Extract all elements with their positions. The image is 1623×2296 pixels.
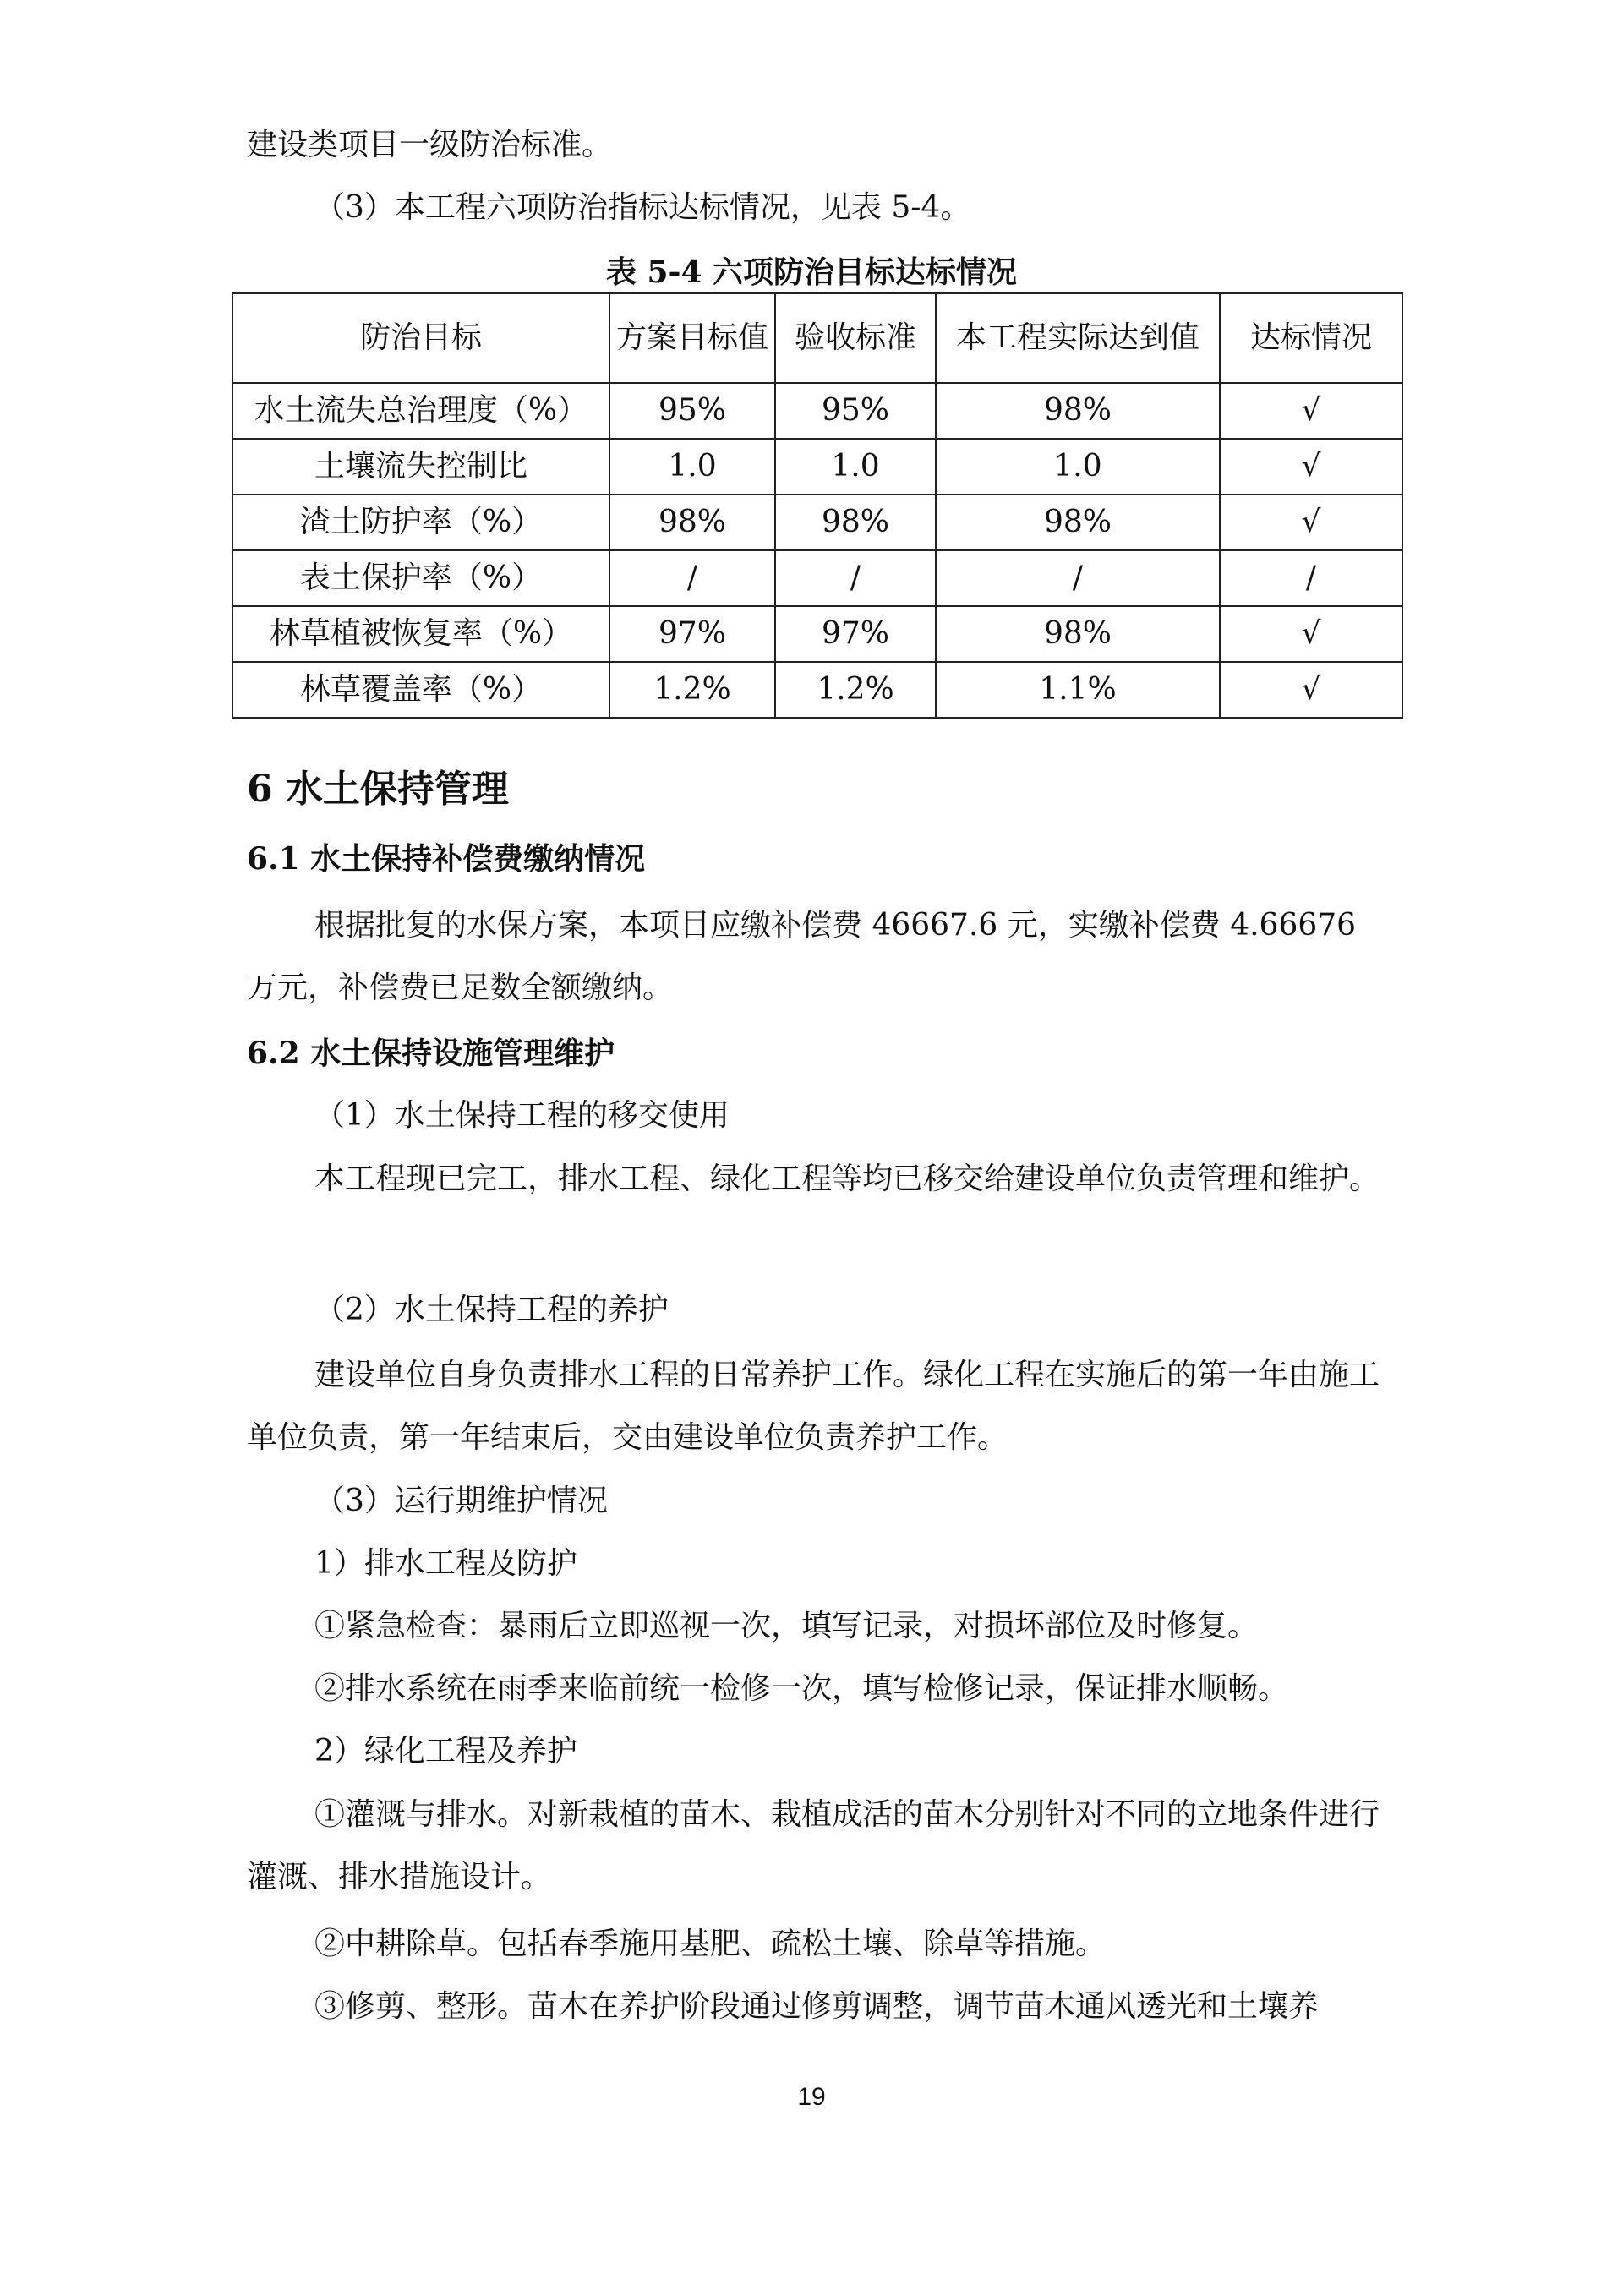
cell-actual: / — [936, 550, 1220, 606]
subsection-heading: 6.2 水土保持设施管理维护 — [247, 1036, 615, 1071]
cell-plan: 1.0 — [609, 439, 775, 495]
cell-accept: 97% — [775, 606, 936, 662]
cell-accept: 98% — [775, 495, 936, 550]
cell-status: √ — [1220, 606, 1402, 662]
header-goal: 防治目标 — [232, 293, 609, 383]
cell-goal: 水土流失总治理度（%） — [232, 383, 609, 439]
sub-item-text: ③修剪、整形。苗木在养护阶段通过修剪调整，调节苗木通风透光和土壤养 — [314, 1989, 1320, 2024]
cell-accept: / — [775, 550, 936, 606]
cell-accept: 1.0 — [775, 439, 936, 495]
text-line: 建设类项目一级防治标准。 — [247, 128, 613, 162]
cell-goal: 林草植被恢复率（%） — [232, 606, 609, 662]
header-actual: 本工程实际达到值 — [936, 293, 1220, 383]
cell-goal: 渣土防护率（%） — [232, 495, 609, 550]
sub-item-heading: 1）排水工程及防护 — [314, 1546, 577, 1581]
cell-plan: 1.2% — [609, 662, 775, 718]
item-heading: （1）水土保持工程的移交使用 — [314, 1098, 730, 1133]
sub-item-text: ②排水系统在雨季来临前统一检修一次，填写检修记录，保证排水顺畅。 — [314, 1671, 1289, 1706]
cell-accept: 95% — [775, 383, 936, 439]
table-row — [232, 383, 1402, 439]
table-row — [232, 439, 1402, 495]
text-line: （3）本工程六项防治指标达标情况，见表 5-4。 — [314, 190, 971, 225]
header-accept: 验收标准 — [775, 293, 936, 383]
table-header-row — [232, 293, 1402, 383]
cell-status: / — [1220, 550, 1402, 606]
cell-goal: 土壤流失控制比 — [232, 439, 609, 495]
cell-actual: 98% — [936, 495, 1220, 550]
cell-status: √ — [1220, 662, 1402, 718]
table-row — [232, 550, 1402, 606]
paragraph — [247, 1784, 1390, 1909]
cell-actual: 1.0 — [936, 439, 1220, 495]
cell-actual: 1.1% — [936, 662, 1220, 718]
sub-item-text: ①紧急检查：暴雨后立即巡视一次，填写记录，对损坏部位及时修复。 — [314, 1609, 1259, 1643]
cell-plan: 97% — [609, 606, 775, 662]
cell-actual: 98% — [936, 383, 1220, 439]
sub-item-heading: 2）绿化工程及养护 — [314, 1734, 577, 1768]
cell-status: √ — [1220, 439, 1402, 495]
paragraph-text: 根据批复的水保方案，本项目应缴补偿费 46667.6 元，实缴补偿费 4.66676 万元，补偿费已足数全额缴纳。 — [247, 908, 1357, 1005]
item-heading: （3）运行期维护情况 — [314, 1484, 608, 1518]
page-number: 19 — [797, 2083, 826, 2111]
cell-plan: 95% — [609, 383, 775, 439]
paragraph — [247, 1344, 1390, 1469]
cell-goal: 表土保护率（%） — [232, 550, 609, 606]
table-caption: 表 5-4 六项防治目标达标情况 — [605, 254, 1018, 290]
standards-table — [232, 292, 1403, 719]
cell-status: √ — [1220, 495, 1402, 550]
header-plan: 方案目标值 — [609, 293, 775, 383]
cell-plan: / — [609, 550, 775, 606]
table-row — [232, 495, 1402, 550]
paragraph — [247, 1148, 1390, 1211]
header-status: 达标情况 — [1220, 293, 1402, 383]
sub-item-text: ②中耕除草。包括春季施用基肥、疏松土壤、除草等措施。 — [314, 1927, 1107, 1961]
cell-plan: 98% — [609, 495, 775, 550]
paragraph-text: ①灌溉与排水。对新栽植的苗木、栽植成活的苗木分别针对不同的立地条件进行灌溉、排水措施设计。 — [247, 1797, 1380, 1894]
paragraph-text: 本工程现已完工，排水工程、绿化工程等均已移交给建设单位负责管理和维护。 — [314, 1162, 1380, 1196]
subsection-heading: 6.1 水土保持补偿费缴纳情况 — [247, 841, 646, 877]
cell-actual: 98% — [936, 606, 1220, 662]
item-heading: （2）水土保持工程的养护 — [314, 1293, 669, 1327]
section-heading: 6 水土保持管理 — [247, 768, 509, 811]
cell-accept: 1.2% — [775, 662, 936, 718]
paragraph — [247, 894, 1390, 1020]
paragraph-text: 建设单位自身负责排水工程的日常养护工作。绿化工程在实施后的第一年由施工单位负责，第一年结束后，交由建设单位负责养护工作。 — [247, 1358, 1380, 1455]
table-row — [232, 662, 1402, 718]
cell-status: √ — [1220, 383, 1402, 439]
table-row — [232, 606, 1402, 662]
cell-goal: 林草覆盖率（%） — [232, 662, 609, 718]
